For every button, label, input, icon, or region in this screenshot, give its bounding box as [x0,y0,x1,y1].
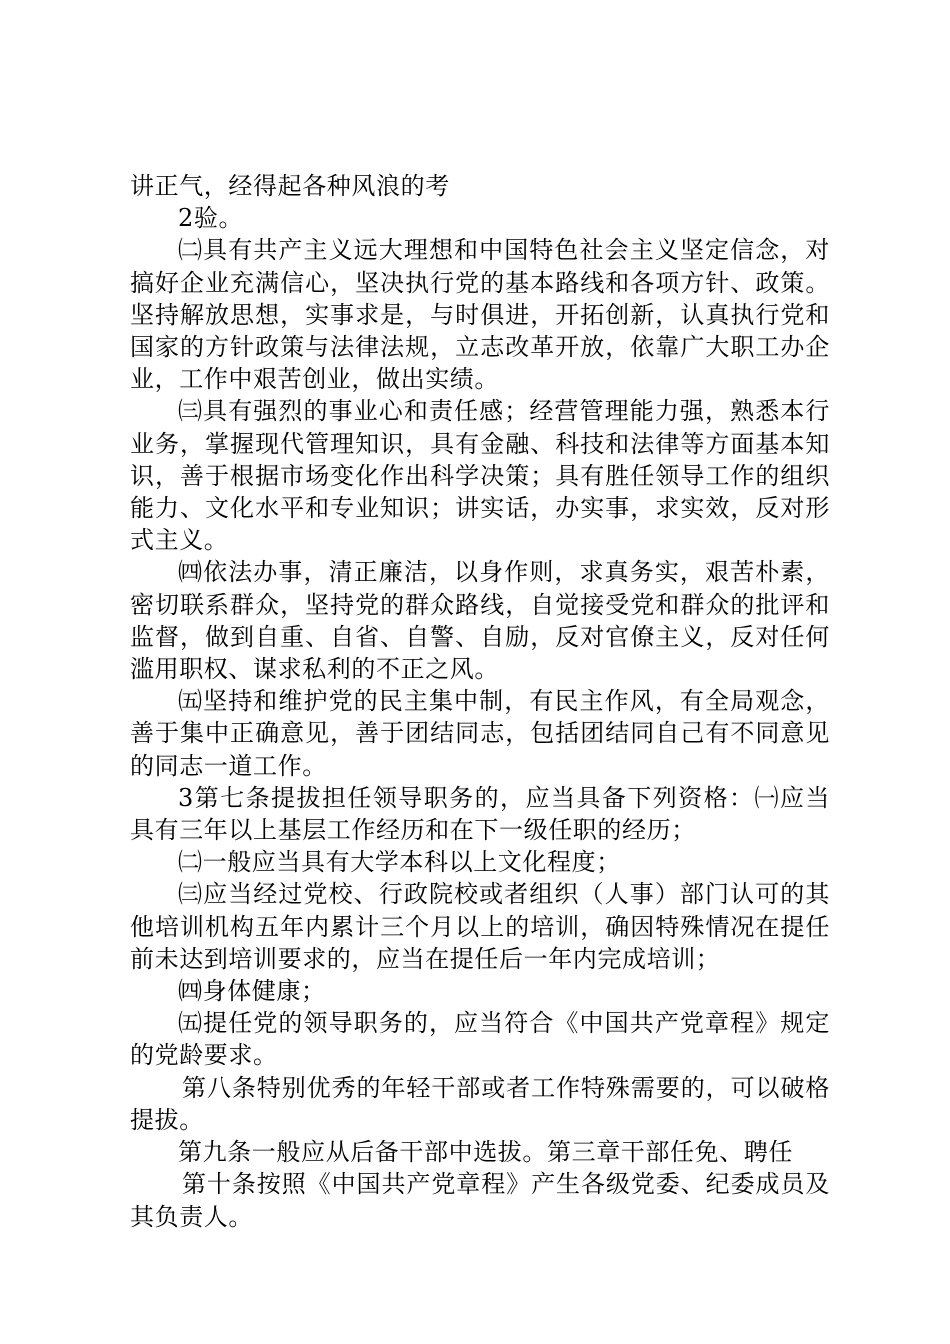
paragraph-10: ㈣身体健康； [178,977,326,1006]
paragraph-13: 第九条一般应从后备干部中选拔。第三章干部任免、聘任 [178,1138,793,1167]
document-body [130,170,830,1233]
paragraph-11: ㈤提任党的领导职务的，应当符合《中国共产党章程》规定的党龄要求。 [130,1009,830,1070]
paragraph-9: ㈢应当经过党校、行政院校或者组织（人事）部门认可的其他培训机构五年内累计三个月以上的培训，确因特殊情况在提任前未达到培训要求的，应当在提任后一年内完成培训； [130,880,830,973]
paragraph-2: 2验。 [178,204,244,233]
paragraph-4: ㈢具有强烈的事业心和责任感；经营管理能力强，熟悉本行业务，掌握现代管理知识，具有金融、科技和法律等方面基本知识，善于根据市场变化作出科学决策；具有胜任领导工作的组织能力、文化水平和专业知识；讲实话，办实事，求实效，反对形式主义。 [130,397,830,555]
paragraph-6: ㈤坚持和维护党的民主集中制，有民主作风，有全局观念，善于集中正确意见，善于团结同志，包括团结同自己有不同意见的同志一道工作。 [130,687,830,780]
paragraph-1: 讲正气，经得起各种风浪的考 [130,172,450,200]
paragraph-14: 第十条按照《中国共产党章程》产生各级党委、纪委成员及其负责人。 [130,1170,830,1231]
paragraph-5: ㈣依法办事，清正廉洁，以身作则，求真务实，艰苦朴素，密切联系群众，坚持党的群众路线，自觉接受党和群众的批评和监督，做到自重、自省、自警、自励，反对官僚主义，反对任何滥用职权、谋求私利的不正之风。 [130,558,830,684]
paragraph-8: ㈡一般应当具有大学本科以上文化程度； [178,848,621,877]
paragraph-7: 3第七条提拔担任领导职务的，应当具备下列资格：㈠应当具有三年以上基层工作经历和在下一级任职的经历； [130,783,830,845]
paragraph-3: ㈡具有共产主义远大理想和中国特色社会主义坚定信念，对搞好企业充满信心，坚决执行党的基本路线和各项方针、政策。坚持解放思想，实事求是，与时俱进，开拓创新，认真执行党和国家的方针政策与法律法规，立志改革开放，依靠广大职工办企业，工作中艰苦创业，做出实绩。 [130,236,830,394]
paragraph-12: 第八条特别优秀的年轻干部或者工作特殊需要的，可以破格提拔。 [130,1073,830,1134]
